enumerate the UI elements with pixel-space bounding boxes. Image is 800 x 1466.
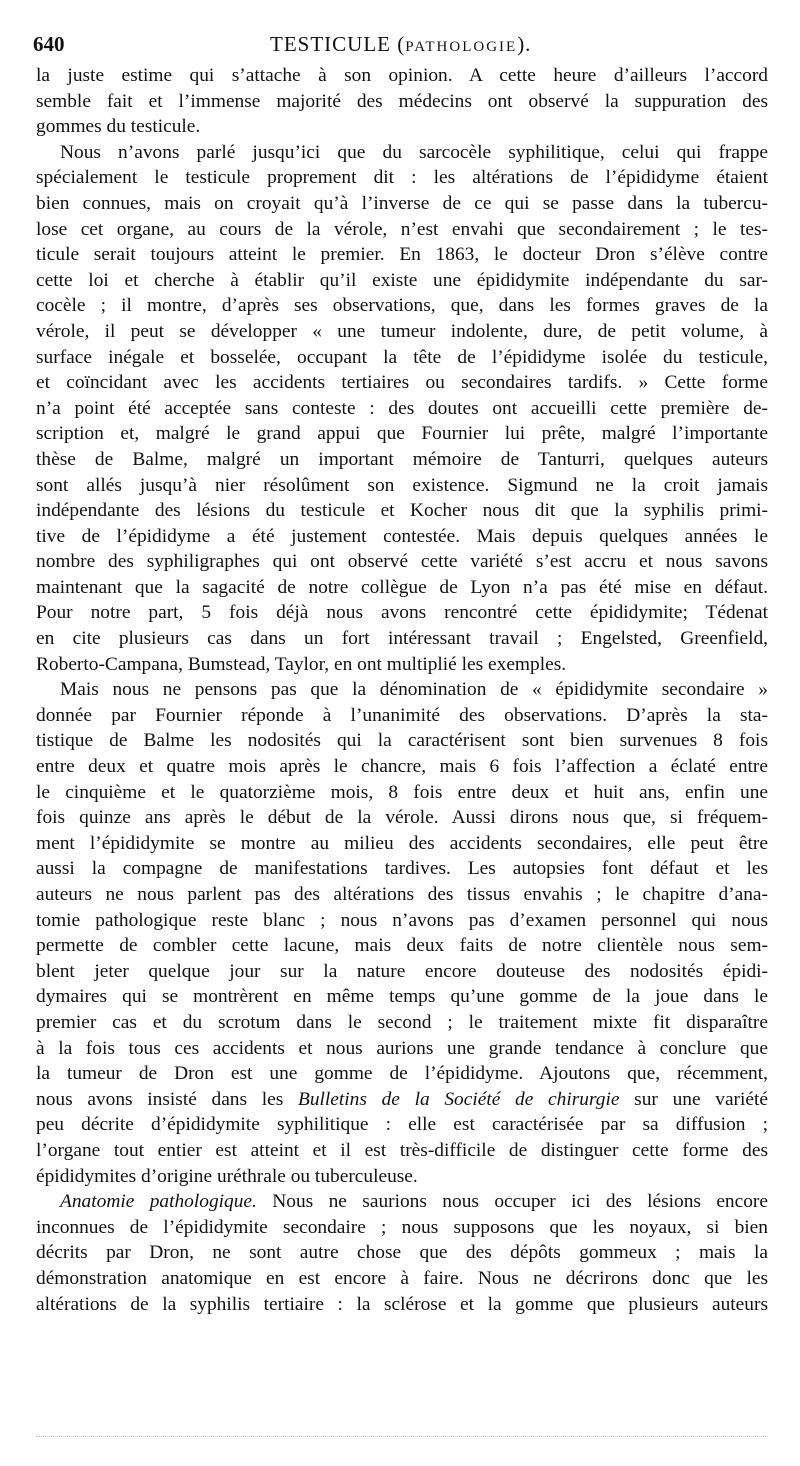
text-line: semble fait et l’immense majorité des médecins ont observé la suppuration des: [36, 90, 768, 112]
text-line: tistique de Balme les nodosités qui la caractérisent sont bien survenues 8 fois: [36, 730, 768, 752]
text-line: Nous n’avons parlé jusqu’ici que du sarcocèle syphilitique, celui qui frappe: [60, 141, 768, 163]
text-line: ticule serait toujours atteint le premier. En 1863, le docteur Dron s’élève contre: [36, 244, 768, 266]
text-line: donnée par Fournier réponde à l’unanimité des observations. D’après la sta-: [36, 704, 768, 726]
text-line: scription et, malgré le grand appui que Fournier lui prête, malgré l’importante: [36, 423, 768, 445]
text-line: aussi la compagne de manifestations tardives. Les autopsies font défaut et les: [36, 858, 768, 880]
page-header: [33, 32, 768, 62]
text-line: inconnues de l’épididymite secondaire ; nous supposons que les noyaux, si bien: [36, 1216, 768, 1238]
text-line: maintenant que la sagacité de notre collègue de Lyon n’a pas été mise en défaut.: [36, 576, 768, 598]
text-line: surface inégale et bosselée, occupant la tête de l’épididyme isolée du testicule,: [36, 346, 768, 368]
text-line: lose cet organe, au cours de la vérole, n’est envahi que secondairement ; le tes-: [36, 218, 768, 240]
text-line: premier cas et du scrotum dans le second ; le traitement mixte fit disparaître: [36, 1011, 768, 1033]
running-title-subtitle: PATHOLOGIE: [405, 39, 518, 55]
text-line: altérations de la syphilis tertiaire : la sclérose et la gomme que plusieurs auteurs: [36, 1293, 768, 1315]
text-line: indépendante des lésions du testicule et Kocher nous dit que la syphilis primi-: [36, 500, 768, 522]
text-line: la tumeur de Dron est une gomme de l’épididyme. Ajoutons que, récemment,: [36, 1063, 768, 1085]
running-title-end: ).: [517, 32, 532, 56]
text-line: sont allés jusqu’à nier résolûment son existence. Sigmund ne la croit jamais: [36, 474, 768, 496]
text-line: bien connues, mais on croyait qu’à l’inverse de ce qui se passe dans la tubercu-: [36, 192, 768, 214]
text-line: démonstration anatomique en est encore à faire. Nous ne décrirons donc que les: [36, 1267, 768, 1289]
text-segment: sur une variété: [619, 1088, 768, 1110]
text-line-anatomie: [36, 1189, 768, 1215]
text-line: Pour notre part, 5 fois déjà nous avons rencontré cette épididymite; Tédenat: [36, 602, 768, 624]
text-line: fois quinze ans après le début de la vérole. Aussi dirons nous que, si fréquem-: [36, 807, 768, 829]
text-line: la juste estime qui s’attache à son opinion. A cette heure d’ailleurs l’accord: [36, 65, 768, 86]
running-title-main: TESTICULE (: [270, 32, 406, 56]
text-line: cette loi et cherche à établir qu’il existe une épididymite indépendante du sar-: [36, 269, 768, 291]
text-line: tomie pathologique reste blanc ; nous n’avons pas d’examen personnel qui nous: [36, 909, 768, 931]
text-line: épididymites d’origine uréthrale ou tuberculeuse.: [36, 1165, 418, 1187]
text-line: décrits par Dron, ne sont autre chose que des dépôts gommeux ; mais la: [36, 1242, 768, 1264]
body-text: [36, 63, 768, 1317]
text-segment: Nous ne saurions nous occuper ici des lésions encore: [256, 1191, 768, 1213]
text-line: n’a point été acceptée sans conteste : des doutes ont accueilli cette première de-: [36, 397, 768, 419]
text-line: nombre des syphiligraphes qui ont observé cette variété s’est accru et nous savons: [36, 551, 768, 573]
page-number: 640: [33, 32, 65, 56]
text-line: dymaires qui se montrèrent en même temps qu’une gomme de la joue dans le: [36, 986, 768, 1008]
text-line: cocèle ; il montre, d’après ses observations, que, dans les formes graves de la: [36, 295, 768, 317]
text-line: Roberto-Campana, Bumstead, Taylor, en ont multiplié les exemples.: [36, 653, 567, 675]
text-line: gommes du testicule.: [36, 116, 201, 138]
text-line: ment l’épididymite se montre au milieu des accidents secondaires, elle peut être: [36, 832, 768, 854]
running-title: [270, 32, 531, 57]
text-line: vérole, il peut se développer « une tumeur indolente, dure, de petit volume, à: [36, 320, 768, 342]
text-line: entre deux et quatre mois après le chancre, mais 6 fois l’affection a éclaté entre: [36, 756, 768, 778]
text-line: thèse de Balme, malgré un important mémoire de Tanturri, quelques auteurs: [36, 448, 768, 470]
text-segment: nous avons insisté dans les: [36, 1088, 298, 1110]
text-line: auteurs ne nous parlent pas des altérations des tissus envahis ; le chapitre d’ana-: [36, 884, 768, 905]
text-line-bulletins: [36, 1087, 768, 1113]
text-line: et coïncidant avec les accidents tertiaires ou secondaires tardifs. » Cette forme: [36, 372, 768, 394]
text-line: peu décrite d’épididymite syphilitique : elle est caractérisée par sa diffusion ;: [36, 1114, 768, 1136]
bulletins-title: Bulletins de la Société de chirurgie: [297, 1088, 620, 1110]
text-line: blent jeter quelque jour sur la nature encore douteuse des nodosités épidi-: [36, 960, 768, 982]
text-line: permette de combler cette lacune, mais deux faits de notre clientèle nous sem-: [36, 935, 768, 957]
footer-divider: [36, 1436, 768, 1438]
text-line: spécialement le testicule proprement dit : les altérations de l’épididyme étaient: [36, 167, 768, 189]
text-line: le cinquième et le quatorzième mois, 8 fois entre deux et huit ans, enfin une: [36, 781, 768, 803]
text-line: en cite plusieurs cas dans un fort intéressant travail ; Engelsted, Greenfield,: [36, 628, 768, 650]
text-line: tive de l’épididyme a été justement contestée. Mais depuis quelques années le: [36, 525, 768, 547]
text-line: l’organe tout entier est atteint et il est très-difficile de distinguer cette forme des: [36, 1139, 768, 1161]
text-line: à la fois tous ces accidents et nous aurions une grande tendance à conclure que: [36, 1037, 768, 1059]
section-heading-anatomie: Anatomie pathologique.: [60, 1191, 257, 1213]
text-line: Mais nous ne pensons pas que la dénomination de « épididymite secondaire »: [60, 679, 768, 701]
